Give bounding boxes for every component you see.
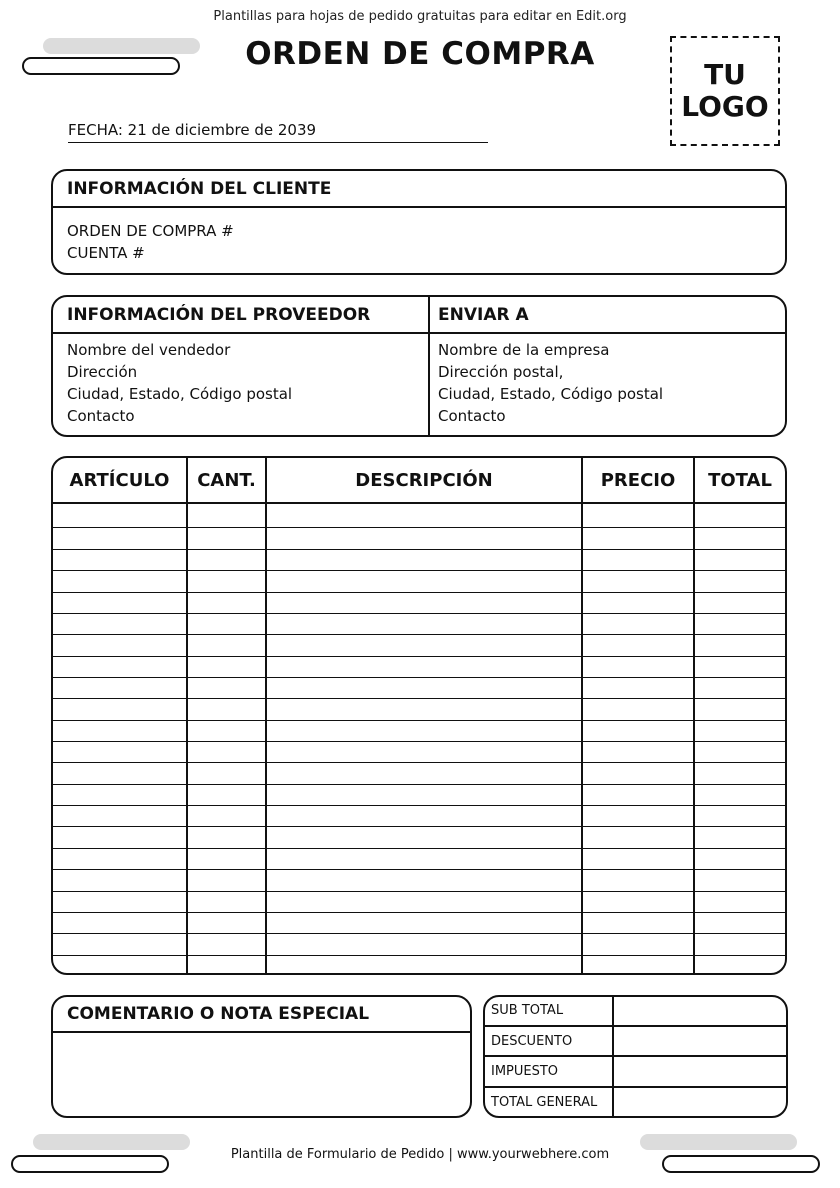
description-cell[interactable] — [266, 592, 582, 613]
description-cell[interactable] — [266, 806, 582, 827]
table-row — [53, 784, 785, 805]
shipto-heading: ENVIAR A — [430, 297, 785, 334]
price-cell[interactable] — [582, 571, 694, 592]
quantity-cell[interactable] — [187, 677, 266, 698]
description-cell[interactable] — [266, 503, 582, 528]
column-header-description: DESCRIPCIÓN — [266, 458, 582, 503]
price-cell[interactable] — [582, 742, 694, 763]
table-row — [53, 571, 785, 592]
shipto-section — [430, 297, 785, 435]
total-cell[interactable] — [694, 742, 785, 763]
table-row — [53, 848, 785, 869]
total-cell[interactable] — [694, 613, 785, 634]
grand-total-label: TOTAL GENERAL — [485, 1087, 613, 1116]
quantity-cell[interactable] — [187, 528, 266, 549]
quantity-cell[interactable] — [187, 912, 266, 933]
price-cell[interactable] — [582, 592, 694, 613]
shipto-contact-field[interactable]: Contacto — [438, 407, 506, 425]
description-cell[interactable] — [266, 742, 582, 763]
total-cell[interactable] — [694, 912, 785, 933]
column-header-quantity: CANT. — [187, 458, 266, 503]
footer-text: Plantilla de Formulario de Pedido | www.yourwebhere.com — [230, 1147, 610, 1162]
quantity-cell[interactable] — [187, 656, 266, 677]
comments-box — [51, 995, 472, 1118]
table-row — [53, 742, 785, 763]
grand-total-value[interactable] — [613, 1087, 786, 1116]
vendor-address-field[interactable]: Dirección — [67, 363, 138, 381]
account-number-field[interactable]: CUENTA # — [67, 244, 145, 262]
table-row — [53, 656, 785, 677]
table-row — [53, 870, 785, 891]
total-cell[interactable] — [694, 955, 785, 973]
table-row — [53, 635, 785, 656]
table-row — [53, 528, 785, 549]
vendor-shipto-box — [51, 295, 787, 437]
description-cell[interactable] — [266, 784, 582, 805]
total-cell[interactable] — [694, 827, 785, 848]
description-cell[interactable] — [266, 549, 582, 570]
quantity-cell[interactable] — [187, 763, 266, 784]
client-info-heading: INFORMACIÓN DEL CLIENTE — [53, 171, 785, 208]
discount-value[interactable] — [613, 1026, 786, 1057]
quantity-cell[interactable] — [187, 571, 266, 592]
table-row — [53, 912, 785, 933]
description-cell[interactable] — [266, 827, 582, 848]
vendor-section — [53, 297, 430, 435]
description-cell[interactable] — [266, 699, 582, 720]
article-cell[interactable] — [53, 784, 187, 805]
article-cell[interactable] — [53, 763, 187, 784]
article-cell[interactable] — [53, 571, 187, 592]
article-cell[interactable] — [53, 806, 187, 827]
price-cell[interactable] — [582, 848, 694, 869]
price-cell[interactable] — [582, 720, 694, 741]
price-cell[interactable] — [582, 912, 694, 933]
quantity-cell[interactable] — [187, 955, 266, 973]
price-cell[interactable] — [582, 635, 694, 656]
subtotal-label: SUB TOTAL — [485, 997, 613, 1026]
table-row — [53, 891, 785, 912]
article-cell[interactable] — [53, 870, 187, 891]
description-cell[interactable] — [266, 848, 582, 869]
table-row — [53, 503, 785, 528]
table-row — [53, 763, 785, 784]
article-cell[interactable] — [53, 912, 187, 933]
description-cell[interactable] — [266, 571, 582, 592]
discount-label: DESCUENTO — [485, 1026, 613, 1057]
column-header-total: TOTAL — [694, 458, 785, 503]
price-cell[interactable] — [582, 934, 694, 955]
description-cell[interactable] — [266, 912, 582, 933]
column-header-price: PRECIO — [582, 458, 694, 503]
purchase-order-number-field[interactable]: ORDEN DE COMPRA # — [67, 222, 234, 240]
logo-placeholder[interactable] — [670, 36, 780, 146]
price-cell[interactable] — [582, 699, 694, 720]
price-cell[interactable] — [582, 806, 694, 827]
description-cell[interactable] — [266, 613, 582, 634]
total-cell[interactable] — [694, 934, 785, 955]
table-row — [53, 827, 785, 848]
price-cell[interactable] — [582, 891, 694, 912]
description-cell[interactable] — [266, 656, 582, 677]
article-cell[interactable] — [53, 934, 187, 955]
price-cell[interactable] — [582, 677, 694, 698]
items-table — [53, 458, 785, 973]
shipto-company-field[interactable]: Nombre de la empresa — [438, 341, 610, 359]
shipto-address-field[interactable]: Dirección postal, — [438, 363, 564, 381]
logo-line-2: LOGO — [681, 90, 769, 123]
quantity-cell[interactable] — [187, 613, 266, 634]
total-cell[interactable] — [694, 870, 785, 891]
vendor-heading: INFORMACIÓN DEL PROVEEDOR — [53, 297, 428, 334]
vendor-name-field[interactable]: Nombre del vendedor — [67, 341, 231, 359]
total-cell[interactable] — [694, 891, 785, 912]
total-cell[interactable] — [694, 528, 785, 549]
quantity-cell[interactable] — [187, 742, 266, 763]
price-cell[interactable] — [582, 656, 694, 677]
price-cell[interactable] — [582, 955, 694, 973]
total-cell[interactable] — [694, 656, 785, 677]
quantity-cell[interactable] — [187, 891, 266, 912]
total-cell[interactable] — [694, 592, 785, 613]
article-cell[interactable] — [53, 720, 187, 741]
vendor-city-field[interactable]: Ciudad, Estado, Código postal — [67, 385, 293, 403]
description-cell[interactable] — [266, 934, 582, 955]
total-cell[interactable] — [694, 720, 785, 741]
table-row — [53, 955, 785, 973]
article-cell[interactable] — [53, 613, 187, 634]
top-note: Plantillas para hojas de pedido gratuitas para editar en Edit.org — [213, 9, 627, 24]
subtotal-value[interactable] — [613, 997, 786, 1026]
shipto-city-field[interactable]: Ciudad, Estado, Código postal — [438, 385, 664, 403]
totals-table — [485, 997, 786, 1116]
table-row — [53, 549, 785, 570]
table-row — [53, 720, 785, 741]
description-cell[interactable] — [266, 955, 582, 973]
description-cell[interactable] — [266, 677, 582, 698]
quantity-cell[interactable] — [187, 870, 266, 891]
price-cell[interactable] — [582, 549, 694, 570]
quantity-cell[interactable] — [187, 934, 266, 955]
table-row — [53, 699, 785, 720]
logo-line-1: TU — [704, 58, 746, 91]
total-cell[interactable] — [694, 848, 785, 869]
table-row — [53, 592, 785, 613]
total-cell[interactable] — [694, 549, 785, 570]
table-row — [53, 613, 785, 634]
article-cell[interactable] — [53, 549, 187, 570]
table-row — [53, 677, 785, 698]
article-cell[interactable] — [53, 503, 187, 528]
description-cell[interactable] — [266, 528, 582, 549]
description-cell[interactable] — [266, 635, 582, 656]
description-cell[interactable] — [266, 720, 582, 741]
article-cell[interactable] — [53, 955, 187, 973]
comments-textarea[interactable] — [53, 1033, 470, 1113]
vendor-contact-field[interactable]: Contacto — [67, 407, 135, 425]
article-cell[interactable] — [53, 827, 187, 848]
article-cell[interactable] — [53, 635, 187, 656]
page-title: ORDEN DE COMPRA — [245, 36, 595, 72]
total-cell[interactable] — [694, 503, 785, 528]
price-cell[interactable] — [582, 528, 694, 549]
article-cell[interactable] — [53, 891, 187, 912]
totals-box — [483, 995, 788, 1118]
price-cell[interactable] — [582, 784, 694, 805]
items-table-box — [51, 456, 787, 975]
tax-value[interactable] — [613, 1056, 786, 1087]
article-cell[interactable] — [53, 528, 187, 549]
total-cell[interactable] — [694, 571, 785, 592]
comments-heading: COMENTARIO O NOTA ESPECIAL — [53, 997, 470, 1033]
price-cell[interactable] — [582, 763, 694, 784]
column-header-article: ARTÍCULO — [53, 458, 187, 503]
quantity-cell[interactable] — [187, 699, 266, 720]
description-cell[interactable] — [266, 763, 582, 784]
table-row — [53, 934, 785, 955]
article-cell[interactable] — [53, 656, 187, 677]
article-cell[interactable] — [53, 677, 187, 698]
quantity-cell[interactable] — [187, 827, 266, 848]
total-cell[interactable] — [694, 784, 785, 805]
quantity-cell[interactable] — [187, 503, 266, 528]
quantity-cell[interactable] — [187, 549, 266, 570]
total-cell[interactable] — [694, 677, 785, 698]
article-cell[interactable] — [53, 592, 187, 613]
price-cell[interactable] — [582, 613, 694, 634]
quantity-cell[interactable] — [187, 635, 266, 656]
quantity-cell[interactable] — [187, 848, 266, 869]
quantity-cell[interactable] — [187, 592, 266, 613]
description-cell[interactable] — [266, 870, 582, 891]
article-cell[interactable] — [53, 699, 187, 720]
total-cell[interactable] — [694, 806, 785, 827]
price-cell[interactable] — [582, 827, 694, 848]
price-cell[interactable] — [582, 870, 694, 891]
total-cell[interactable] — [694, 635, 785, 656]
article-cell[interactable] — [53, 848, 187, 869]
total-cell[interactable] — [694, 699, 785, 720]
quantity-cell[interactable] — [187, 720, 266, 741]
quantity-cell[interactable] — [187, 806, 266, 827]
price-cell[interactable] — [582, 503, 694, 528]
date-field[interactable]: FECHA: 21 de diciembre de 2039 — [68, 121, 488, 143]
client-info-box — [51, 169, 787, 275]
quantity-cell[interactable] — [187, 784, 266, 805]
total-cell[interactable] — [694, 763, 785, 784]
description-cell[interactable] — [266, 891, 582, 912]
tax-label: IMPUESTO — [485, 1056, 613, 1087]
article-cell[interactable] — [53, 742, 187, 763]
table-row — [53, 806, 785, 827]
